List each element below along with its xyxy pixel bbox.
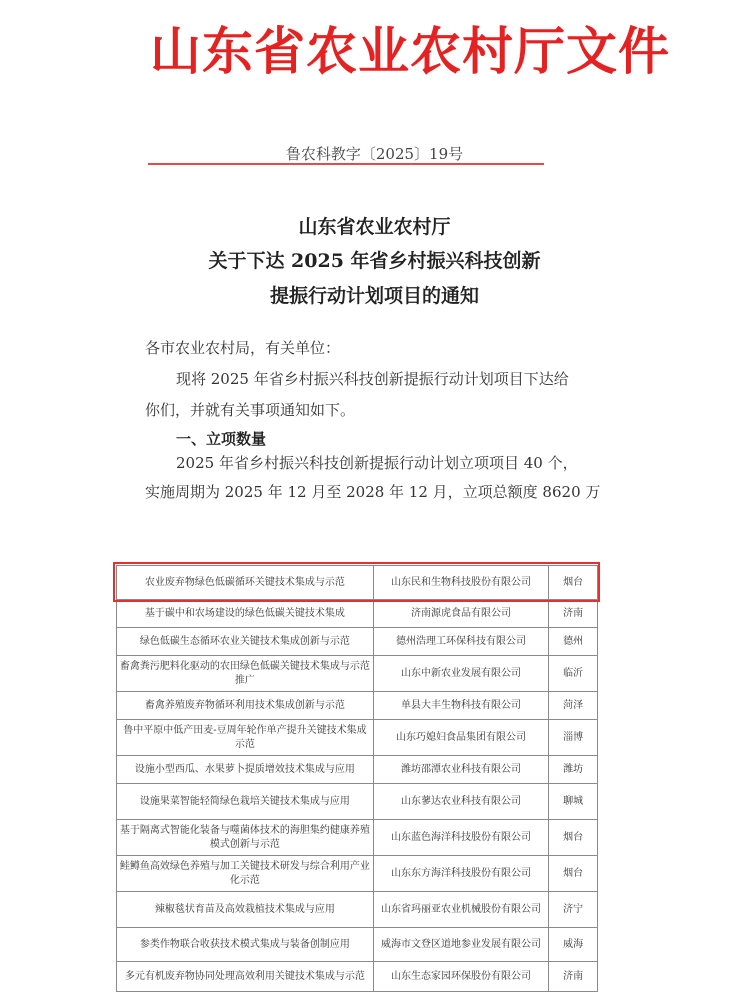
project-cell: 多元有机废弃物协同处理高效利用关键技术集成与示范: [117, 962, 374, 992]
document-number: 鲁农科教字〔2025〕19号: [285, 145, 464, 163]
city-cell: 烟台: [549, 820, 598, 856]
city-cell: 聊城: [549, 784, 598, 820]
city-cell: 潍坊: [549, 756, 598, 784]
company-cell: 山东东方海洋科技股份有限公司: [373, 856, 548, 892]
table-row: [117, 928, 598, 962]
company-cell: 山东巧媳妇食品集团有限公司: [373, 720, 548, 756]
project-cell: 畜禽粪污肥料化驱动的农田绿色低碳关键技术集成与示范推广: [117, 656, 374, 692]
company-cell: 威海市文登区道地参业发展有限公司: [373, 928, 548, 962]
company-cell: 山东生态家园环保股份有限公司: [373, 962, 548, 992]
company-cell: 山东中新农业发展有限公司: [373, 656, 548, 692]
city-cell: 临沂: [549, 656, 598, 692]
red-divider: [148, 163, 544, 165]
city-cell: 威海: [549, 928, 598, 962]
table-row: [117, 628, 598, 656]
table-row: [117, 856, 598, 892]
project-cell: 鲁中平原中低产田麦-豆周年轮作单产提升关键技术集成示范: [117, 720, 374, 756]
project-cell: 鲑鳟鱼高效绿色养殖与加工关键技术研发与综合利用产业化示范: [117, 856, 374, 892]
table-row: [117, 600, 598, 628]
section-line-2: 实施周期为 2025 年 12 月至 2028 年 12 月，立项总额度 8620 万: [145, 483, 601, 501]
project-cell: 基于隔离式智能化装备与噬菌体技术的海胆集约健康养殖模式创新与示范: [117, 820, 374, 856]
city-cell: 淄博: [549, 720, 598, 756]
company-cell: 济南源虎食品有限公司: [373, 600, 548, 628]
city-cell: 济南: [549, 600, 598, 628]
company-cell: 潍坊邵潭农业科技有限公司: [373, 756, 548, 784]
project-cell: 辣椒毯状育苗及高效栽植技术集成与应用: [117, 892, 374, 928]
title-line-1: 山东省农业农村厅: [298, 216, 451, 238]
company-cell: 山东蓼达农业科技有限公司: [373, 784, 548, 820]
title-line-2: 关于下达 2025 年省乡村振兴科技创新: [208, 250, 541, 272]
table-row: [117, 656, 598, 692]
table-row: [117, 962, 598, 992]
company-cell: 山东民和生物科技股份有限公司: [373, 566, 548, 600]
intro-line-1: 现将 2025 年省乡村振兴科技创新提振行动计划项目下达给: [176, 370, 569, 388]
city-cell: 菏泽: [549, 692, 598, 720]
project-cell: 基于碳中和农场建设的绿色低碳关键技术集成: [117, 600, 374, 628]
city-cell: 济宁: [549, 892, 598, 928]
company-cell: 单县大丰生物科技有限公司: [373, 692, 548, 720]
project-cell: 设施果菜智能轻简绿色栽培关键技术集成与应用: [117, 784, 374, 820]
city-cell: 济南: [549, 962, 598, 992]
city-cell: 烟台: [549, 856, 598, 892]
section-line-1: 2025 年省乡村振兴科技创新提振行动计划立项项目 40 个，: [176, 454, 578, 472]
table-row: [117, 692, 598, 720]
highlight-box: [113, 562, 600, 602]
city-cell: 烟台: [549, 566, 598, 600]
project-cell: 绿色低碳生态循环农业关键技术集成创新与示范: [117, 628, 374, 656]
section-heading: 一、立项数量: [176, 430, 267, 448]
company-cell: 山东省玛丽亚农业机械股份有限公司: [373, 892, 548, 928]
table-row: [117, 720, 598, 756]
company-cell: 山东蓝色海洋科技股份有限公司: [373, 820, 548, 856]
company-cell: 德州浩理工环保科技有限公司: [373, 628, 548, 656]
table-row: [117, 784, 598, 820]
project-cell: 农业废弃物绿色低碳循环关键技术集成与示范: [117, 566, 374, 600]
title-line-3: 提振行动计划项目的通知: [269, 285, 479, 307]
city-cell: 德州: [549, 628, 598, 656]
table-row: [117, 756, 598, 784]
intro-line-2: 你们，并就有关事项通知如下。: [145, 401, 356, 419]
issuer-header: 山东省农业农村厅文件: [150, 23, 671, 82]
project-table: [116, 565, 598, 992]
project-cell: 设施小型西瓜、水果萝卜提质增效技术集成与应用: [117, 756, 374, 784]
project-cell: 参类作物联合收获技术模式集成与装备创制应用: [117, 928, 374, 962]
project-cell: 畜禽养殖废弃物循环利用技术集成创新与示范: [117, 692, 374, 720]
salutation: 各市农业农村局，有关单位：: [145, 339, 341, 357]
table-row: [117, 892, 598, 928]
table-row: [117, 820, 598, 856]
